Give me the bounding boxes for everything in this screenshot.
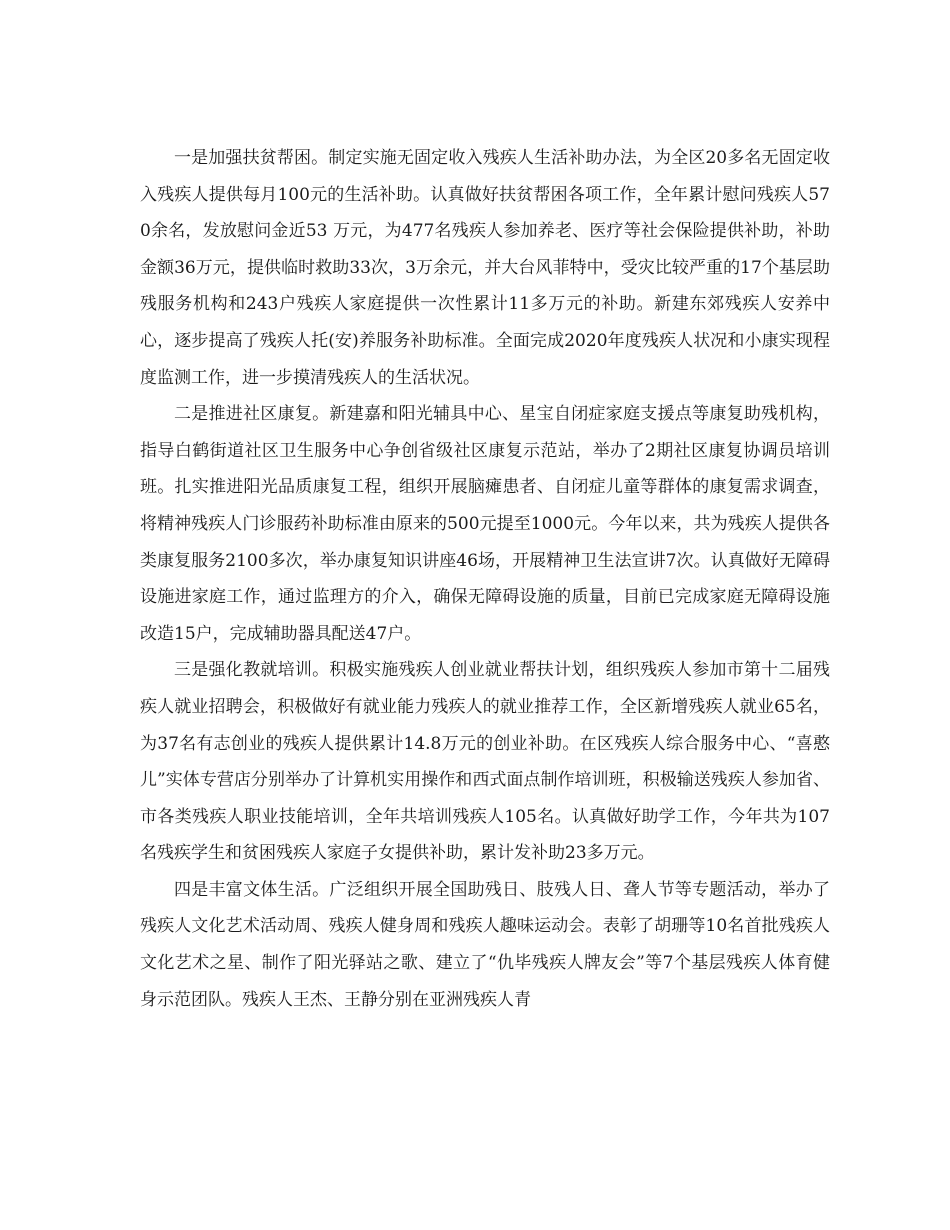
paragraph-culture-sports: 四是丰富文体生活。广泛组织开展全国助残日、肢残人日、聋人节等专题活动，举办了残疾人文化艺术活动周、残疾人健身周和残疾人趣味运动会。表彰了胡珊等10名首批残疾人文化艺术之星、制作了阳光驿站之歌、建立了“仇毕残疾人牌友会”等7个基层残疾人体育健身示范团队。残疾人王杰、王静分别在亚洲残疾人青: [140, 879, 830, 1010]
paragraph-employment-training: 三是强化教就培训。积极实施残疾人创业就业帮扶计划，组织残疾人参加市第十二届残疾人就业招聘会，积极做好有就业能力残疾人的就业推荐工作，全区新增残疾人就业65名，为37名有志创业的残疾人提供累计14.8万元的创业补助。在区残疾人综合服务中心、“喜憨儿”实体专营店分别举办了计算机实用操作和西式面点制作培训班，积极输送残疾人参加省、市各类残疾人职业技能培训，全年共培训残疾人105名。认真做好助学工作，今年共为107名残疾学生和贫困残疾人家庭子女提供补助，累计发补助23多万元。: [140, 660, 830, 864]
document-body: [140, 140, 830, 1018]
paragraph-poverty-relief: 一是加强扶贫帮困。制定实施无固定收入残疾人生活补助办法，为全区20多名无固定收入残疾人提供每月100元的生活补助。认真做好扶贫帮困各项工作，全年累计慰问残疾人570余名，发放慰问金近53 万元，为477名残疾人参加养老、医疗等社会保险提供补助，补助金额36万元，提供临时救助33次，3万余元，并大台风菲特中，受灾比较严重的17个基层助残服务机构和243户残疾人家庭提供一次性累计11多万元的补助。新建东郊残疾人安养中心，逐步提高了残疾人托(安)养服务补助标准。全面完成2020年度残疾人状况和小康实现程度监测工作，进一步摸清残疾人的生活状况。: [140, 148, 830, 388]
paragraph-community-rehabilitation: 二是推进社区康复。新建嘉和阳光辅具中心、星宝自闭症家庭支援点等康复助残机构，指导白鹤街道社区卫生服务中心争创省级社区康复示范站，举办了2期社区康复协调员培训班。扎实推进阳光品质康复工程，组织开展脑瘫患者、自闭症儿童等群体的康复需求调查，将精神残疾人门诊服药补助标准由原来的500元提至1000元。今年以来，共为残疾人提供各类康复服务2100多次，举办康复知识讲座46场，开展精神卫生法宣讲7次。认真做好无障碍设施进家庭工作，通过监理方的介入，确保无障碍设施的质量，目前已完成家庭无障碍设施改造15户，完成辅助器具配送47户。: [140, 404, 830, 644]
